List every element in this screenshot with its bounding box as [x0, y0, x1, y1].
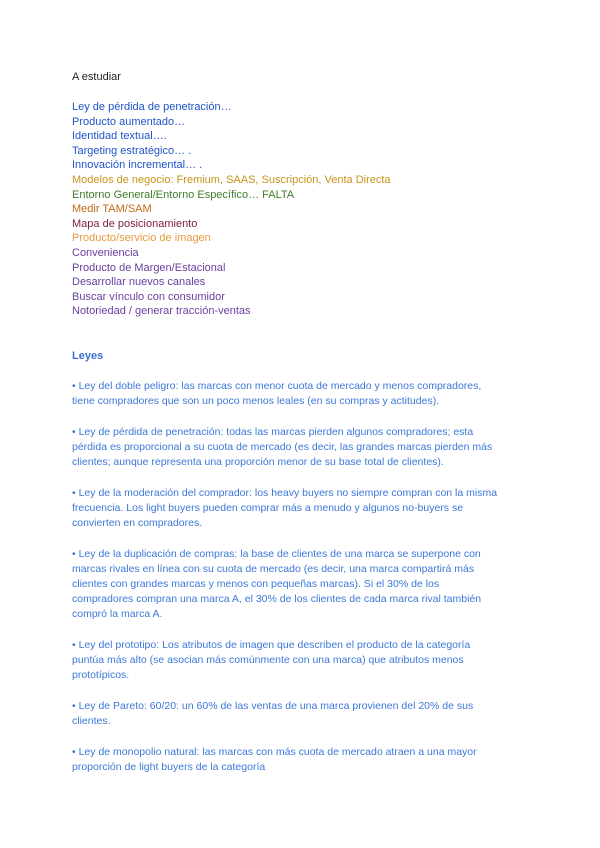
- law-paragraph-purchase-duplication: • Ley de la duplicación de compras: la base de clientes de una marca se superpone con marcas rivales en línea con su cuota de mercado (es decir, una marca compartirá más clientes con grandes marcas y menos con pequeñas marcas). Si el 30% de los compradores compran una marca A, el 30% de los clientes de cada marca rival también compró la marca A.: [72, 547, 482, 620]
- study-item: Producto de Margen/Estacional: [72, 261, 226, 274]
- study-item: Medir TAM/SAM: [72, 203, 152, 216]
- study-item: Producto aumentado…: [72, 115, 186, 128]
- law-paragraph-double-jeopardy: • Ley del doble peligro: las marcas con menor cuota de mercado y menos compradores, tiene compradores que son un poco menos leales (en su compras y actitudes).: [72, 379, 482, 407]
- study-list: [72, 100, 532, 319]
- study-item: Targeting estratégico… .: [72, 144, 192, 157]
- study-item: Identidad textual….: [72, 130, 167, 143]
- study-item: Modelos de negocio: Fremium, SAAS, Suscripción, Venta Directa: [72, 173, 391, 186]
- study-item: Innovación incremental… .: [72, 159, 203, 172]
- law-paragraph-buyer-moderation: • Ley de la moderación del comprador: los heavy buyers no siempre compran con la misma frecuencia. Los light buyers pueden comprar más a menudo y algunos no-buyers se convierten en compradores.: [72, 486, 498, 529]
- study-item: Producto/servicio de imagen: [72, 232, 211, 245]
- study-heading: A estudiar: [72, 71, 121, 83]
- laws-list: [72, 379, 532, 775]
- laws-section-title: Leyes: [72, 349, 104, 362]
- study-item: Conveniencia: [72, 246, 139, 259]
- study-item: Entorno General/Entorno Específico… FALTA: [72, 188, 295, 201]
- law-paragraph-penetration-loss: • Ley de pérdida de penetración: todas las marcas pierden algunos compradores; esta pérdida es proporcional a su cuota de mercado (es decir, las grandes marcas pierden más clientes; aunque representa una proporción menor de su base total de clientes).: [72, 425, 493, 468]
- study-item: Mapa de posicionamiento: [72, 217, 198, 230]
- law-paragraph-pareto: • Ley de Pareto: 60/20: un 60% de las ventas de una marca provienen del 20% de sus clientes.: [72, 699, 474, 727]
- study-item: Notoriedad / generar tracción-ventas: [72, 305, 251, 318]
- study-item: Ley de pérdida de penetración…: [72, 101, 232, 113]
- document-page: [72, 70, 532, 791]
- study-item: Desarrollar nuevos canales: [72, 276, 206, 289]
- study-item: Buscar vínculo con consumidor: [72, 290, 225, 303]
- law-paragraph-natural-monopoly: • Ley de monopolio natural: las marcas con más cuota de mercado atraen a una mayor proporción de light buyers de la categoría: [72, 745, 477, 773]
- law-paragraph-prototype: • Ley del prototipo: Los atributos de imagen que describen el producto de la categoría puntúa más alto (se asocian más comúnmente con una marca) que atributos menos prototípicos.: [72, 638, 471, 681]
